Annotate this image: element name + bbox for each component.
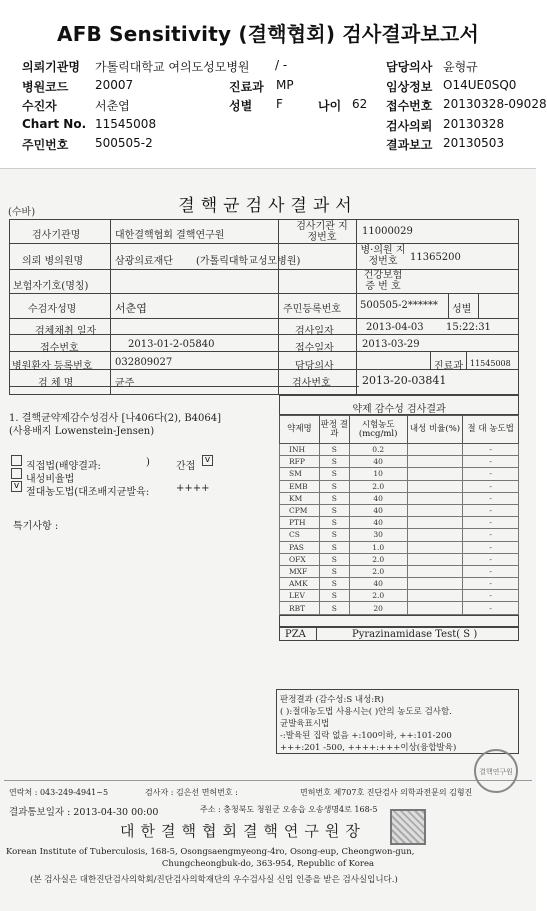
receipt-no-label: 접수번호 (386, 99, 433, 113)
result-cell: S (319, 553, 349, 565)
absolute-conc-checkbox: v (11, 481, 22, 492)
drug-cell: CPM (280, 504, 320, 516)
req-code-label: 병·의원 지정번호 (360, 245, 406, 267)
absolute-cell: - (463, 553, 519, 565)
sex-value: F (276, 97, 283, 111)
absolute-cell: - (463, 480, 519, 492)
test-date-label: 검사일자 (295, 326, 334, 337)
concentration-cell: 2.0 (349, 565, 407, 577)
table-row (280, 456, 519, 468)
absolute-cell: - (463, 541, 519, 553)
hospital-code-value: 20007 (95, 78, 134, 92)
table-row (280, 480, 519, 492)
result-cell: S (319, 590, 349, 602)
drug-cell: INH (280, 444, 320, 456)
physician-value: 윤형규 (443, 60, 478, 74)
resistance-ratio-label: 내성비율법 (26, 474, 75, 485)
legend-line3: 균발육표시법 (280, 719, 330, 729)
request-date-label: 검사의뢰 (386, 119, 433, 133)
referring-institution-suffix: / - (275, 58, 288, 72)
col-ratio-header: 내성 비율(%) (407, 416, 463, 444)
test-date-value: 2013-04-03 (366, 322, 424, 333)
report-date-label: 결과보고 (386, 138, 433, 152)
result-cell: S (319, 517, 349, 529)
physician-label: 담당의사 (386, 60, 433, 74)
absolute-conc-label: 절대농도법(대조배지균발육: (26, 487, 150, 498)
result-cell: S (319, 504, 349, 516)
indirect-method-label: 간접 (176, 461, 196, 472)
table-row (280, 578, 519, 590)
susceptibility-table (279, 415, 519, 615)
collector-value: 서춘엽 (95, 99, 130, 113)
footer-eng-line1: Korean Institute of Tuberculosis, 168-5, Osongsaengmyeong-4ro, Osong-eup, Cheongwon-gun, (6, 847, 415, 857)
patient-name-label: 수검자성명 (28, 304, 77, 315)
footer-tester: 검사자 : 김은선 면허번호 : (145, 788, 238, 797)
pza-value: Pyrazinamidase Test( S ) (352, 629, 478, 640)
rrn-label: 주민등록번호 (283, 304, 341, 315)
age-label: 나이 (318, 99, 342, 113)
receipt-label: 접수번호 (40, 343, 79, 354)
concentration-cell: 40 (349, 517, 407, 529)
table-row (280, 541, 519, 553)
drug-cell: AMK (280, 578, 320, 590)
ratio-cell (407, 480, 463, 492)
drug-cell: MXF (280, 565, 320, 577)
result-cell: S (319, 456, 349, 468)
concentration-cell: 40 (349, 578, 407, 590)
result-cell: S (319, 468, 349, 480)
col-result-header: 판정 결과 (319, 416, 349, 444)
table-row (280, 492, 519, 504)
table-row (280, 444, 519, 456)
hospital-code-label: 병원코드 (22, 80, 69, 94)
concentration-cell: 40 (349, 456, 407, 468)
patient-name-value: 서춘엽 (115, 302, 147, 315)
footer-address: 주소 : 충청북도 청원군 오송읍 오송생명4로 168-5 (200, 805, 378, 814)
drug-cell: RFP (280, 456, 320, 468)
footer-org-name: 대한결핵협회결핵연구원장 (120, 822, 366, 840)
sex-label: 성별 (229, 99, 253, 113)
req-code-value: 11365200 (410, 252, 461, 263)
test-no-label: 검사번호 (292, 378, 331, 389)
absolute-conc-value: ++++ (176, 483, 210, 494)
ratio-cell (407, 504, 463, 516)
result-cell: S (319, 602, 349, 614)
footer-certification: (본 검사실은 대한진단검사의학회/진단검사의학재단의 우수검사실 신임 인증을 받은 검사실입니다.) (30, 875, 398, 885)
legend-line2: ( ):절대농도법 사용시는( )안의 농도로 검사함. (280, 707, 452, 717)
drug-cell: EMB (280, 480, 320, 492)
result-cell: S (319, 480, 349, 492)
footer-report-date: 결과통보일자 : 2013-04-30 00:00 (9, 807, 159, 818)
test-time-value: 15:22:31 (446, 322, 491, 333)
absolute-cell: - (463, 517, 519, 529)
req-inst-value: 삼광의료재단 (115, 256, 173, 267)
specimen-label: 검 체 명 (38, 378, 74, 389)
collect-date-label: 검체채취 일자 (35, 326, 97, 337)
receipt-date-value: 2013-03-29 (362, 339, 420, 350)
absolute-cell: - (463, 468, 519, 480)
absolute-cell: - (463, 444, 519, 456)
rrn-value: 500505-2****** (360, 300, 438, 311)
indirect-method-checkbox: v (202, 455, 213, 466)
collector-label: 수진자 (22, 99, 57, 113)
footer-phone: 연락처 : 043-249-4941~5 (9, 788, 109, 797)
table-row (280, 553, 519, 565)
col-drug-header: 약제명 (280, 416, 320, 444)
absolute-cell: - (463, 504, 519, 516)
round-stamp: 결핵연구원 (474, 749, 518, 793)
result-cell: S (319, 529, 349, 541)
drug-cell: RBT (280, 602, 320, 614)
concentration-cell: 1.0 (349, 541, 407, 553)
concentration-cell: 0.2 (349, 444, 407, 456)
pza-label: PZA (285, 629, 306, 640)
ratio-cell (407, 565, 463, 577)
ratio-cell (407, 529, 463, 541)
lab-inst-value: 대한결핵협회 결핵연구원 (115, 230, 225, 241)
ratio-cell (407, 456, 463, 468)
direct-method-label: 직접법(배양결과: (26, 461, 101, 472)
concentration-cell: 20 (349, 602, 407, 614)
drug-cell: PAS (280, 541, 320, 553)
concentration-cell: 2.0 (349, 590, 407, 602)
resistance-ratio-checkbox (11, 468, 22, 479)
ratio-cell (407, 444, 463, 456)
ratio-cell (407, 602, 463, 614)
drug-cell: KM (280, 492, 320, 504)
footer-eng-line2: Chungcheongbuk-do, 363-954, Republic of Korea (161, 859, 375, 869)
ratio-cell (407, 517, 463, 529)
age-value: 62 (352, 97, 368, 111)
resident-no-value: 500505-2 (95, 136, 153, 150)
dept-label: 진료과 (434, 361, 463, 372)
req-inst-label: 의뢰 병의원명 (22, 256, 84, 267)
table-row (280, 504, 519, 516)
direct-method-checkbox (11, 455, 22, 466)
insurance-no-label: 건강보험 증 번 호 (363, 270, 403, 292)
direct-method-close: ) (146, 457, 150, 468)
lab-code-value: 11000029 (362, 226, 413, 237)
table-row (280, 468, 519, 480)
referring-institution-label: 의뢰기관명 (22, 60, 80, 74)
absolute-cell: - (463, 565, 519, 577)
chart-no-value: 11545008 (95, 117, 157, 131)
absolute-cell: - (463, 602, 519, 614)
absolute-cell: - (463, 578, 519, 590)
table-row (280, 590, 519, 602)
clinical-info-label: 임상정보 (386, 80, 433, 94)
footer-license: 면허번호 제707호 진단검사 의학과전문의 김형진 (300, 788, 473, 797)
referring-institution-value: 가톨릭대학교 여의도성모병원 (95, 60, 250, 74)
concentration-cell: 40 (349, 492, 407, 504)
hospital-reg-value: 032809027 (115, 357, 173, 368)
dept-code-value: 11545008 (470, 359, 511, 368)
concentration-cell: 2.0 (349, 480, 407, 492)
special-notes-label: 특기사항 : (13, 521, 59, 532)
absolute-cell: - (463, 456, 519, 468)
table-row (280, 529, 519, 541)
chart-no-label: Chart No. (22, 117, 87, 131)
concentration-cell: 2.0 (349, 553, 407, 565)
drug-cell: SM (280, 468, 320, 480)
specimen-value: 균주 (115, 378, 135, 389)
legend-line5: +++:201 -500, ++++:+++이상(융합발육) (280, 743, 457, 753)
result-cell: S (319, 578, 349, 590)
result-cell: S (319, 541, 349, 553)
method-line1: 1. 결핵균약제감수성검사 [나406다(2), B4064] (9, 413, 222, 424)
test-no-value: 2013-20-03841 (362, 374, 447, 387)
sex-field-label: 성별 (452, 304, 472, 315)
drug-cell: PTH (280, 517, 320, 529)
drug-cell: OFX (280, 553, 320, 565)
col-absolute-header: 절 대 농도법 (463, 416, 519, 444)
department-value: MP (276, 78, 294, 92)
hospital-reg-label: 병원환자 등록번호 (12, 361, 93, 372)
legend-line1: 판정결과 (감수성:S 내성:R) (280, 695, 384, 705)
receipt-value: 2013-01-2-05840 (128, 339, 215, 350)
concentration-cell: 30 (349, 529, 407, 541)
concentration-cell: 40 (349, 504, 407, 516)
clinical-info-value: O14UE0SQ0 (443, 78, 517, 92)
lab-code-label: 검사기관 지정번호 (296, 221, 348, 243)
result-cell: S (319, 565, 349, 577)
result-cell: S (319, 444, 349, 456)
receipt-no-value: 20130328-09028 (443, 97, 547, 111)
absolute-cell: - (463, 529, 519, 541)
concentration-cell: 10 (349, 468, 407, 480)
doctor-label: 담당의사 (295, 361, 334, 372)
department-label: 진료과 (229, 80, 264, 94)
ratio-cell (407, 553, 463, 565)
ratio-cell (407, 492, 463, 504)
table-row (280, 565, 519, 577)
ratio-cell (407, 590, 463, 602)
drug-cell: CS (280, 529, 320, 541)
legend-line4: -:발육된 집락 없음 +:100이하, ++:101-200 (280, 731, 452, 741)
insurer-label: 보험자기호(명칭) (13, 281, 89, 292)
table-row (280, 517, 519, 529)
receipt-date-label: 접수일자 (295, 343, 334, 354)
ratio-cell (407, 578, 463, 590)
request-date-value: 20130328 (443, 117, 505, 131)
result-cell: S (319, 492, 349, 504)
table-row (280, 602, 519, 614)
blank-row (279, 615, 519, 627)
report-date-value: 20130503 (443, 136, 505, 150)
square-seal (390, 809, 426, 845)
ratio-cell (407, 541, 463, 553)
absolute-cell: - (463, 492, 519, 504)
lab-inst-label: 검사기관명 (32, 230, 81, 241)
req-inst-note: (가톨릭대학교성모병원) (196, 256, 301, 267)
resident-no-label: 주민번호 (22, 138, 69, 152)
col-conc-header: 시험농도 (mcg/ml) (349, 416, 407, 444)
sheet-title: 결핵균검사결과서 (178, 196, 358, 216)
sheet-corner-label: (수바) (8, 207, 36, 218)
absolute-cell: - (463, 590, 519, 602)
drug-cell: LEV (280, 590, 320, 602)
scanned-result-sheet (0, 168, 536, 911)
report-title: AFB Sensitivity (결핵협회) 검사결과보고서 (57, 22, 479, 46)
result-caption: 약제 감수성 검사결과 (352, 404, 446, 415)
ratio-cell (407, 468, 463, 480)
method-line2: (사용배지 Lowenstein-Jensen) (9, 426, 155, 437)
